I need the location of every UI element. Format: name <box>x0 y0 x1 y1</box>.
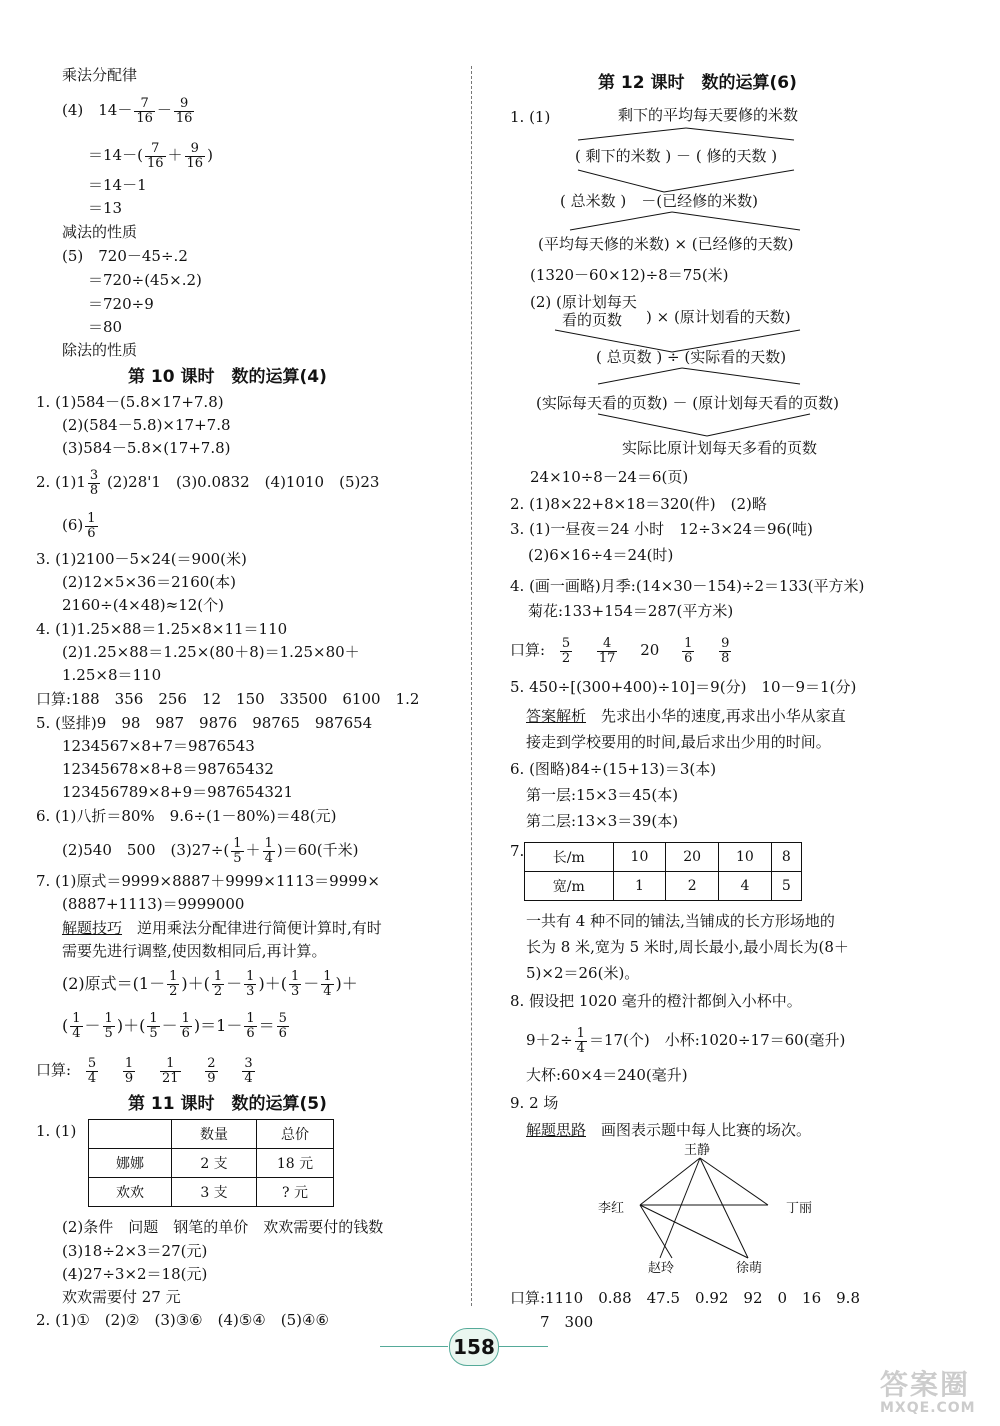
mental-math-line: 7 300 <box>540 1313 594 1331</box>
mental-math-line: 口算:188 356 256 12 150 33500 6100 1.2 <box>36 690 420 708</box>
answer-line: 欢欢需要付 27 元 <box>62 1288 181 1306</box>
table-cell: 数量 <box>172 1120 257 1149</box>
answer-line: 4. (1)1.25×88＝1.25×8×11＝110 <box>36 620 288 638</box>
answer-line: 5. (竖排)9 98 987 9876 98765 987654 <box>36 714 373 732</box>
answer-line: 2160÷(4×48)≈12(个) <box>62 596 225 614</box>
answer-line: 3. (1)一昼夜＝24 小时 12÷3×24＝96(吨) <box>510 520 813 538</box>
answer-line: (1320－60×12)÷8＝75(米) <box>530 266 729 284</box>
tip-line: 接走到学校要用的时间,最后求出少用的时间。 <box>526 733 831 751</box>
answer-line: 4. (画一画略)月季:(14×30－154)÷2＝133(平方米) <box>510 577 865 595</box>
answer-line: 24×10÷8－24＝6(页) <box>530 468 689 486</box>
footer-rule <box>498 1346 548 1347</box>
table-cell: 5 <box>771 872 801 901</box>
table-cell: 18 元 <box>257 1149 334 1178</box>
answer-line: 1.25×8＝110 <box>62 666 162 684</box>
equation-line: ＝720÷9 <box>88 295 154 313</box>
equation-line: (5) 720－45÷.2 <box>62 247 188 265</box>
data-table <box>524 842 802 901</box>
table-cell: 2 支 <box>172 1149 257 1178</box>
tree-node: 看的页数 <box>562 311 623 329</box>
table-cell: 娜娜 <box>89 1149 172 1178</box>
answer-line: 7. (1)原式＝9999×8887＋9999×1113＝9999× <box>36 872 380 890</box>
table-cell: 10 <box>613 843 666 872</box>
answer-line: 1. (1) <box>36 1122 77 1140</box>
answer-line: (2)条件 问题 钢笔的单价 欢欢需要付的钱数 <box>62 1218 384 1236</box>
answer-line: (3)584－5.8×(17+7.8) <box>62 439 231 457</box>
answer-line: (2)6×16÷4＝24(时) <box>528 546 674 564</box>
tree-node: 剩下的平均每天要修的米数 <box>618 106 799 124</box>
equation-line: (4) 14－ $\frac{7}{16}$ － $\frac{9}{16}$ <box>62 95 193 126</box>
answer-line: 1. (1) <box>510 108 551 126</box>
tip-line: 答案解析 先求出小华的速度,再求出小华从家直 <box>526 707 846 725</box>
answer-line: 长为 8 米,宽为 5 米时,周长最小,最小周长为(8＋ <box>526 938 849 956</box>
tree-node: ) × (原计划看的天数) <box>646 308 791 326</box>
mental-math-line: 口算: $\frac{5}{4}$ $\frac{1}{9}$ $\frac{1}{21}$ $\frac{2}{9}$ $\frac{3}{4}$ <box>36 1055 253 1086</box>
answer-line: 1. (1)584－(5.8×17+7.8) <box>36 393 224 411</box>
answer-line: 12345678×8+8＝98765432 <box>62 760 274 778</box>
answer-line: 5)×2＝26(米)。 <box>526 964 640 982</box>
diagram-node: 赵玲 <box>648 1261 675 1276</box>
answer-line: (2)原式＝(1－ $\frac{1}{2}$ )＋( $\frac{1}{2}$ － $\frac{1}{3}$ )＋( $\frac{1}{3}$ － $\frac{1}{4}$ )＋ <box>62 969 358 999</box>
equation-line: ＝14－( $\frac{7}{16}$ ＋ $\frac{9}{16}$ ) <box>88 140 213 171</box>
watermark: 答案圈 MXQE.COM <box>880 1368 976 1416</box>
section-heading: 第 10 课时 数的运算(4) <box>128 367 327 387</box>
answer-line: 2. (1)① (2)② (3)③⑥ (4)⑤④ (5)④⑥ <box>36 1311 329 1329</box>
answer-line: ( $\frac{1}{4}$ － $\frac{1}{5}$ )＋( $\frac{1}{5}$ － $\frac{1}{6}$ )＝1－ $\frac{1}{6}$ ＝ $\frac{5}{6}$ <box>62 1011 287 1041</box>
answer-line: 2. (1)1 $\frac{3}{8}$ (2)28'1 (3)0.0832 (4)1010 (5)23 <box>36 467 380 498</box>
answer-line: (2)12×5×36＝2160(本) <box>62 573 236 591</box>
answer-line: 123456789×8+9＝987654321 <box>62 783 294 801</box>
answer-line: (2)540 500 (3)27÷( $\frac{1}{5}$ ＋ $\frac{1}{4}$ )＝60(千米) <box>62 835 359 866</box>
page-number: 158 <box>449 1328 499 1366</box>
answer-line: 9. 2 场 <box>510 1094 559 1112</box>
diagram-node: 丁丽 <box>786 1201 813 1216</box>
answer-line: 6. (图略)84÷(15+13)＝3(本) <box>510 760 717 778</box>
answer-line: 第二层:13×3＝39(本) <box>526 812 679 830</box>
equation-line: ＝80 <box>88 318 123 336</box>
answer-line: 3. (1)2100－5×24(＝900(米) <box>36 550 247 568</box>
tree-node: ( 剩下的米数 ) － ( 修的天数 ) <box>575 147 778 165</box>
table-cell: 20 <box>666 843 719 872</box>
table-cell: 欢欢 <box>89 1178 172 1207</box>
answer-line: (2)1.25×88＝1.25×(80＋8)＝1.25×80＋ <box>62 643 360 661</box>
answer-line: 菊花:133+154＝287(平方米) <box>528 602 734 620</box>
tree-node: 实际比原计划每天多看的页数 <box>622 439 818 457</box>
answer-line: (3)18÷2×3＝27(元) <box>62 1242 208 1260</box>
answer-line: (6) $\frac{1}{6}$ <box>62 510 96 541</box>
answer-line: 第一层:15×3＝45(本) <box>526 786 679 804</box>
tip-line: 需要先进行调整,使因数相同后,再计算。 <box>62 942 327 960</box>
diagram-node: 李红 <box>598 1201 625 1216</box>
equation-line: ＝720÷(45×.2) <box>88 271 202 289</box>
answer-line: 7. <box>510 842 525 860</box>
answer-line: 9＋2÷ $\frac{1}{4}$ ＝17(个) 小杯:1020÷17＝60(毫升) <box>526 1025 846 1056</box>
diagram-node: 王静 <box>684 1143 711 1158</box>
table-cell: ? 元 <box>257 1178 334 1207</box>
table-cell: 宽/m <box>525 872 614 901</box>
diagram-node: 徐萌 <box>736 1261 763 1276</box>
table-cell: 10 <box>719 843 772 872</box>
tree-node: (平均每天修的米数) × (已经修的天数) <box>538 235 794 253</box>
equation-line: ＝13 <box>88 199 123 217</box>
answer-line: 2. (1)8×22+8×18＝320(件) (2)略 <box>510 495 767 513</box>
tip-line: 解题技巧 逆用乘法分配律进行简便计算时,有时 <box>62 919 382 937</box>
table-cell: 总价 <box>257 1120 334 1149</box>
answer-line: 一共有 4 种不同的铺法,当铺成的长方形场地的 <box>526 912 835 930</box>
mental-math-line: 口算: $\frac{5}{2}$ $\frac{4}{17}$ 20 $\frac{1}{6}$ $\frac{9}{8}$ <box>510 635 730 666</box>
table-cell: 2 <box>666 872 719 901</box>
tree-node: ( 总米数 ) －(已经修的米数) <box>560 192 758 210</box>
answer-line: 大杯:60×4＝240(毫升) <box>526 1066 688 1084</box>
table-cell: 1 <box>613 872 666 901</box>
footer-rule <box>380 1346 448 1347</box>
answer-line: 1234567×8+7＝9876543 <box>62 737 255 755</box>
tree-node: (实际每天看的页数) － (原计划每天看的页数) <box>536 394 839 412</box>
answer-line: (8887+1113)＝9999000 <box>62 895 245 913</box>
tree-node: (原计划每天 <box>556 293 637 311</box>
answer-line: 5. 450÷[(300+400)÷10]＝9(分) 10－9＝1(分) <box>510 678 857 696</box>
tree-node: ( 总页数 ) ÷ (实际看的天数) <box>596 348 787 366</box>
table-cell: 8 <box>771 843 801 872</box>
section-heading: 第 11 课时 数的运算(5) <box>128 1094 327 1114</box>
tip-line: 解题思路 画图表示题中每人比赛的场次。 <box>526 1121 812 1139</box>
answer-line: (4)27÷3×2＝18(元) <box>62 1265 208 1283</box>
answer-line: 8. 假设把 1020 毫升的橙汁都倒入小杯中。 <box>510 992 802 1010</box>
text-line: 减法的性质 <box>62 223 138 241</box>
answer-line: (2) <box>530 293 552 311</box>
section-heading: 第 12 课时 数的运算(6) <box>598 73 797 93</box>
table-cell: 4 <box>719 872 772 901</box>
equation-line: ＝14－1 <box>88 176 147 194</box>
table-cell: 3 支 <box>172 1178 257 1207</box>
mental-math-line: 口算:1110 0.88 47.5 0.92 92 0 16 9.8 <box>510 1289 860 1307</box>
text-line: 除法的性质 <box>62 341 138 359</box>
answer-line: (2)(584－5.8)×17+7.8 <box>62 416 231 434</box>
text-line: 乘法分配律 <box>62 66 138 84</box>
table-cell: 长/m <box>525 843 614 872</box>
answer-line: 6. (1)八折＝80% 9.6÷(1－80%)＝48(元) <box>36 807 337 825</box>
